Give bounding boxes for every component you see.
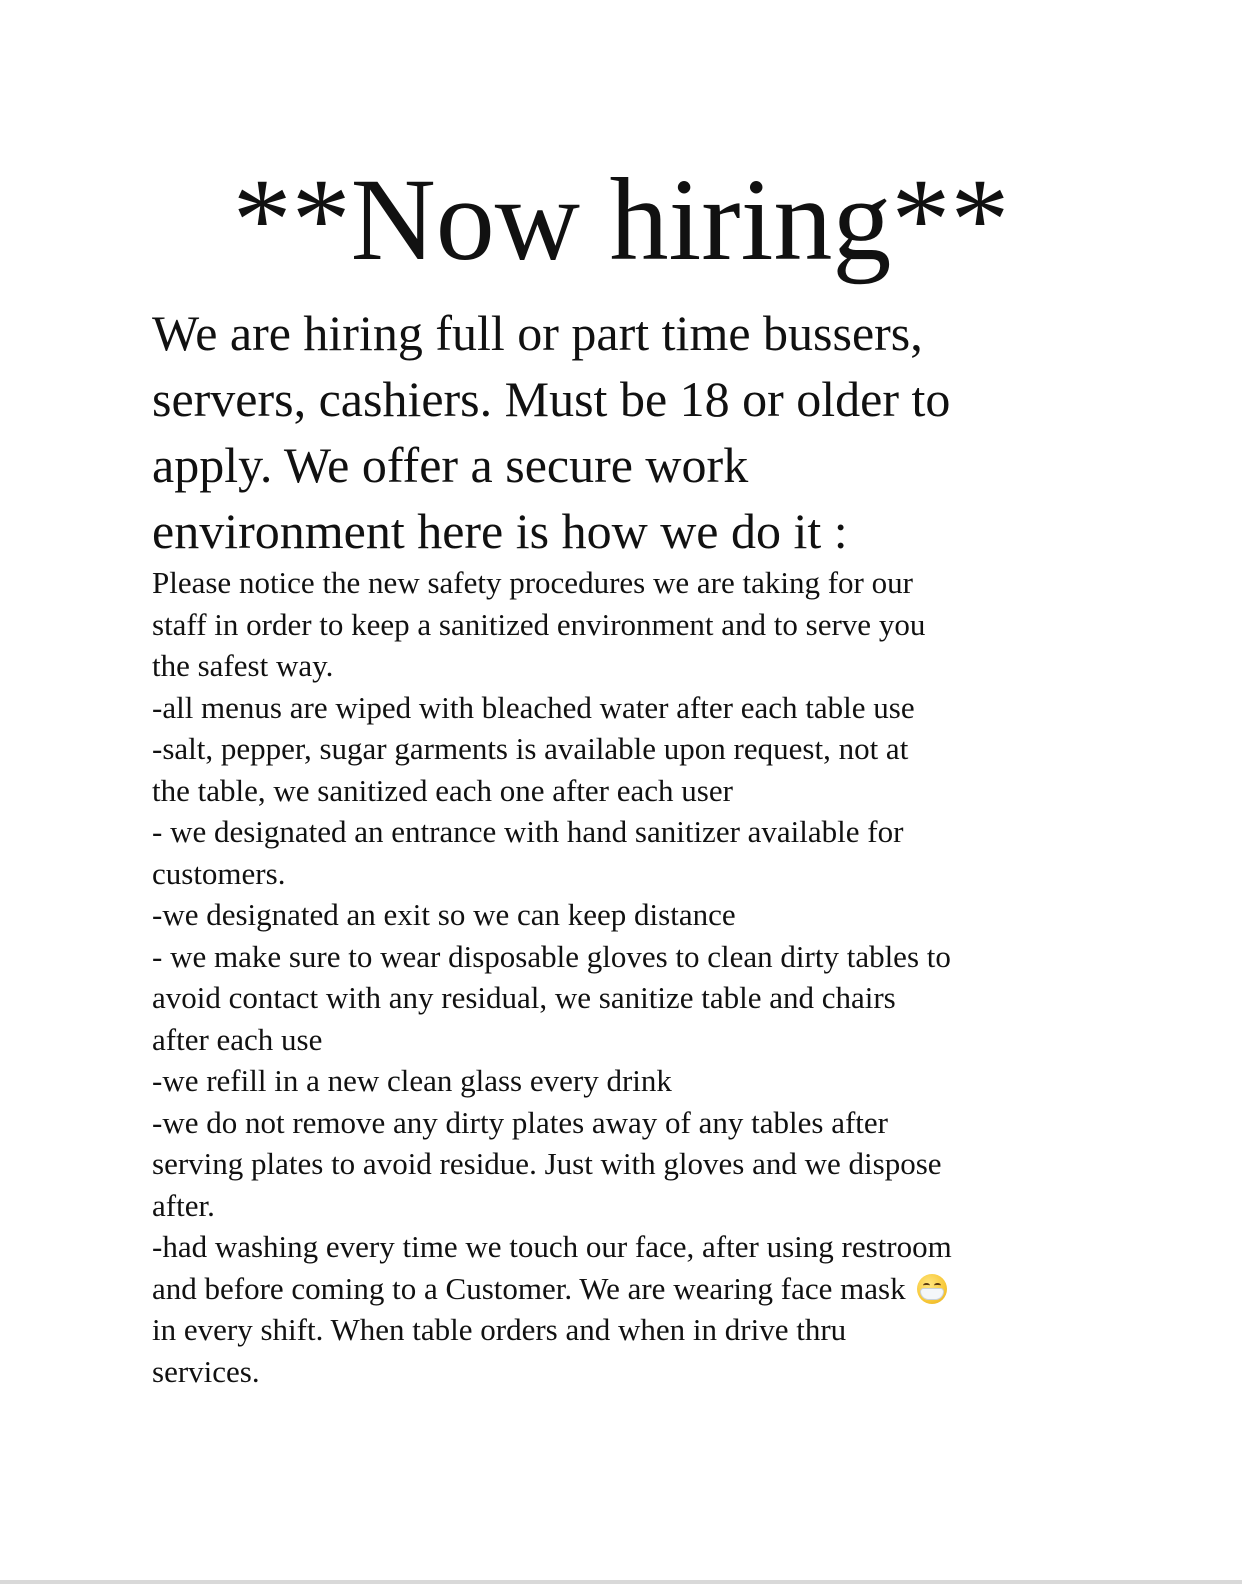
body-line: -salt, pepper, sugar garments is available upon request, not at <box>152 731 909 766</box>
body-line-text: and before coming to a Customer. We are wearing face mask <box>152 1270 906 1306</box>
body-line: after each use <box>152 1021 323 1057</box>
intro-line: We are hiring full or part time bussers, <box>152 305 923 361</box>
intro-line: servers, cashiers. Must be 18 or older to <box>152 371 951 427</box>
face-with-medical-mask-icon <box>917 1274 947 1304</box>
body-line: -all menus are wiped with bleached water after each table use <box>152 689 915 725</box>
body-line: - we designated an entrance with hand sanitizer available for <box>152 814 904 849</box>
body-line: the safest way. <box>152 648 334 683</box>
page-bottom-edge <box>0 1580 1242 1584</box>
safety-procedures <box>152 562 1172 1392</box>
body-line-with-emoji <box>152 1268 1172 1310</box>
intro-line: apply. We offer a secure work <box>152 437 749 493</box>
body-line: serving plates to avoid residue. Just with gloves and we dispose <box>152 1146 942 1181</box>
body-line: the table, we sanitized each one after each user <box>152 772 733 808</box>
body-line: avoid contact with any residual, we sanitize table and chairs <box>152 980 896 1015</box>
body-line: -we do not remove any dirty plates away of any tables after <box>152 1104 888 1140</box>
body-line: -had washing every time we touch our face, after using restroom <box>152 1229 952 1264</box>
body-line: customers. <box>152 855 286 891</box>
body-line: in every shift. When table orders and when in drive thru <box>152 1312 847 1347</box>
body-line: services. <box>152 1353 260 1389</box>
page-title: **Now hiring** <box>232 154 1010 285</box>
body-line: staff in order to keep a sanitized environment and to serve you <box>152 606 926 642</box>
body-line: -we designated an exit so we can keep distance <box>152 897 736 932</box>
body-line: after. <box>152 1187 215 1223</box>
intro-paragraph <box>152 300 1172 564</box>
body-line: - we make sure to wear disposable gloves to clean dirty tables to <box>152 938 951 974</box>
body-line: Please notice the new safety procedures we are taking for our <box>152 565 913 600</box>
intro-line: environment here is how we do it : <box>152 503 848 559</box>
body-line: -we refill in a new clean glass every drink <box>152 1063 672 1098</box>
